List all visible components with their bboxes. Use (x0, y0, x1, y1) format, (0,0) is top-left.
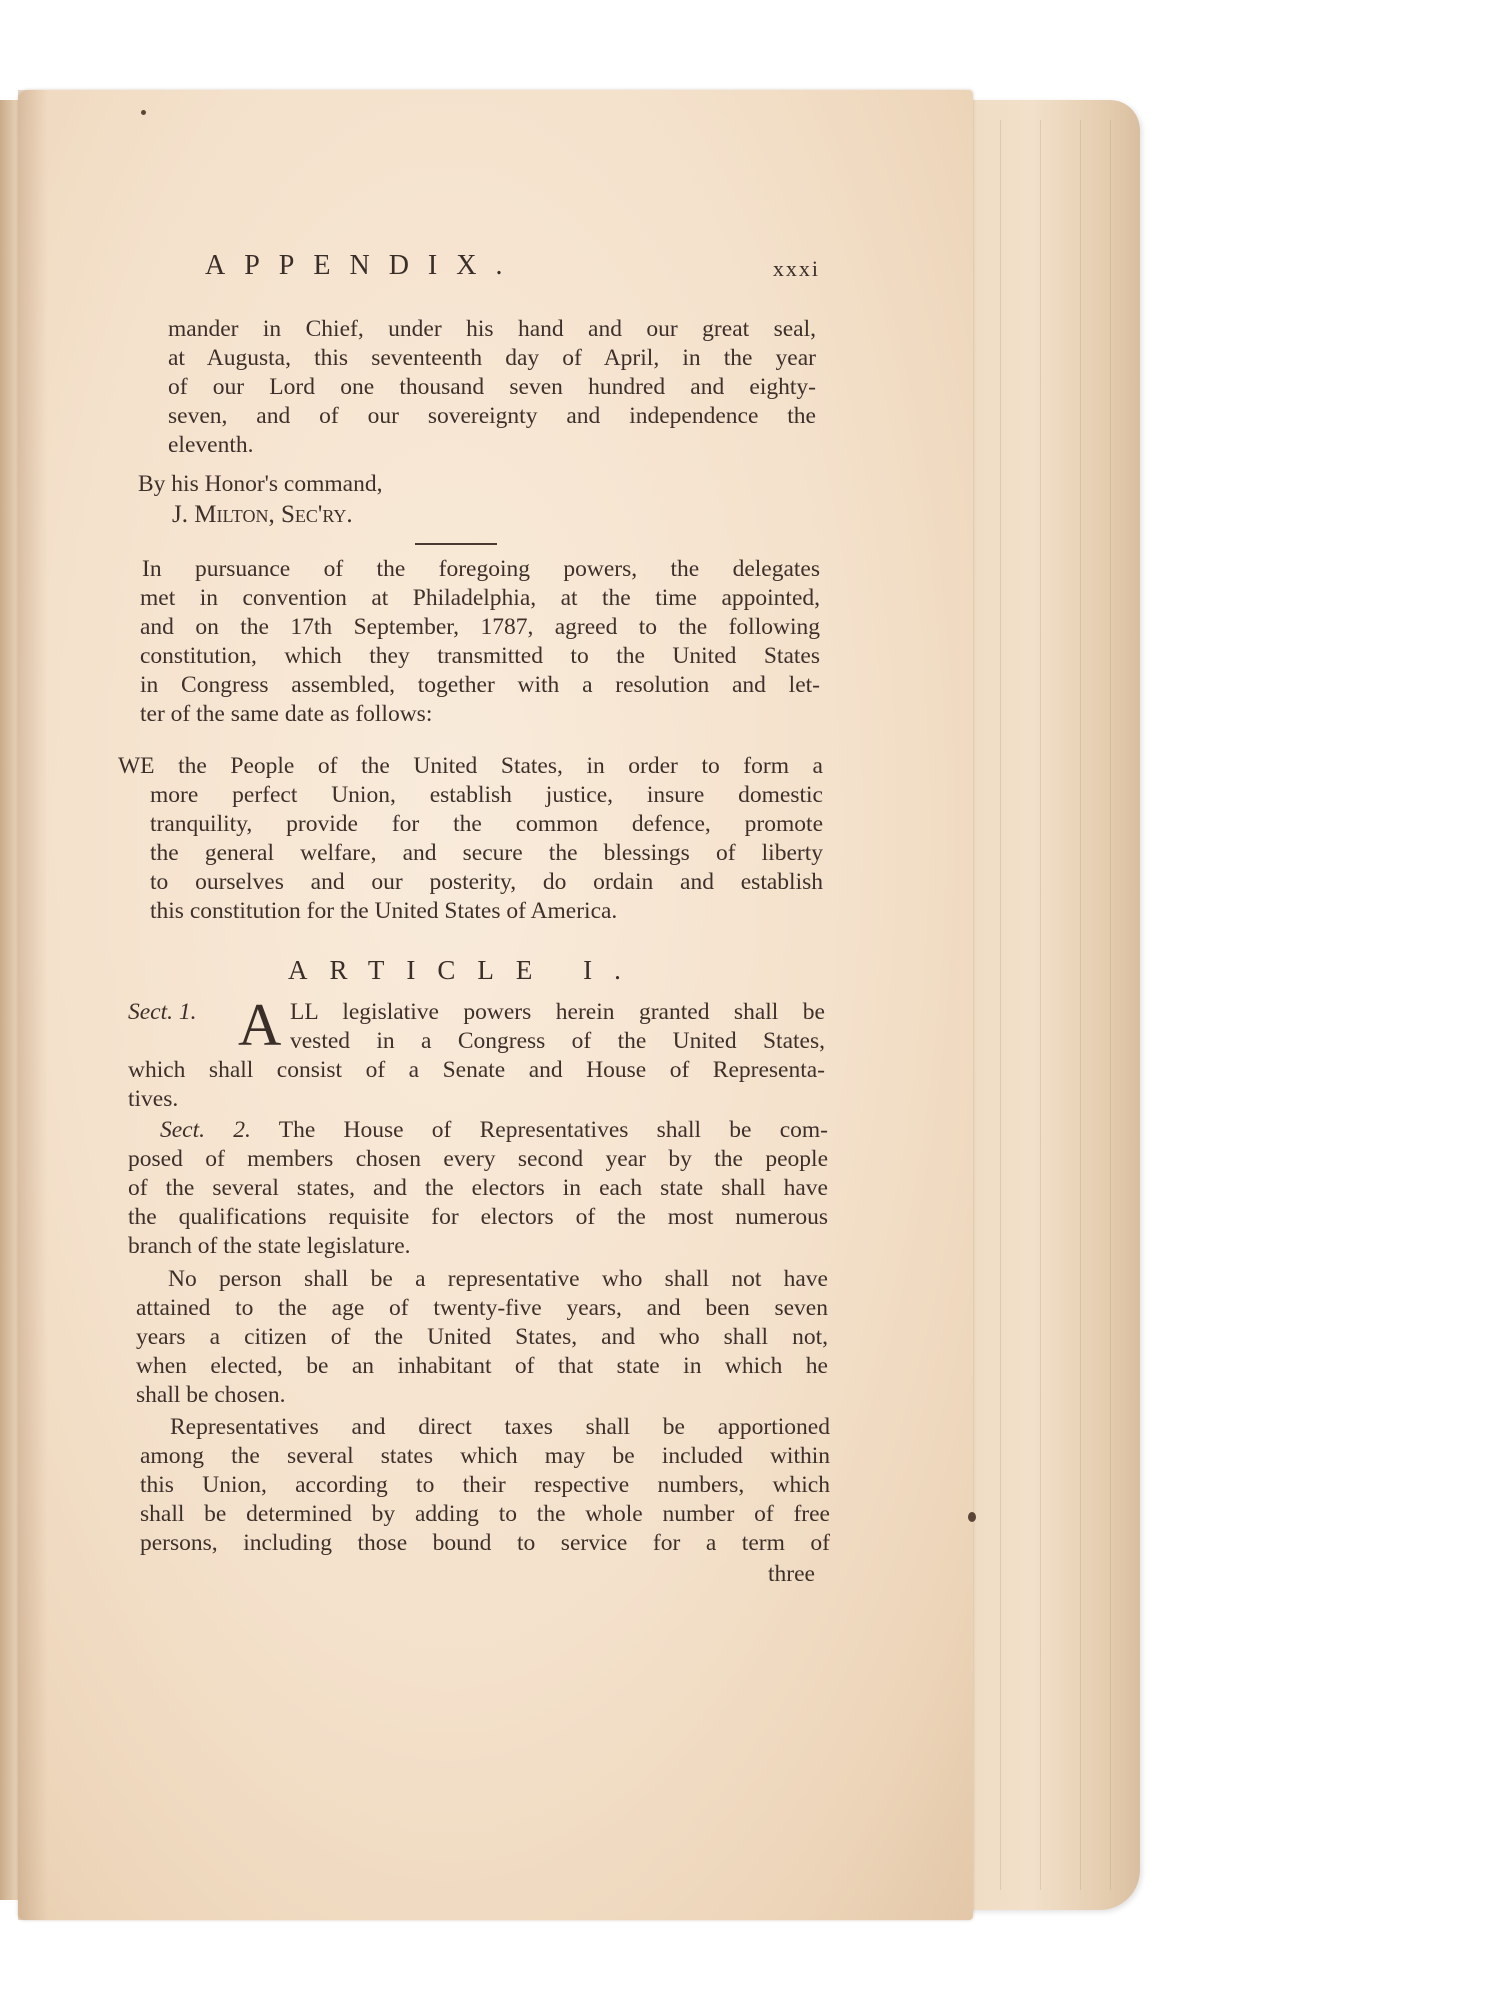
section-divider (415, 543, 497, 545)
running-header (205, 250, 820, 290)
text-line: met in convention at Philadelphia, at the time appointed, (140, 585, 820, 611)
text-line: at Augusta, this seventeenth day of April, in the year (168, 345, 816, 371)
text-line: persons, including those bound to service for a term of (140, 1530, 830, 1556)
text-line: the general welfare, and secure the blessings of liberty (150, 840, 823, 866)
text-line: posed of members chosen every second year by the people (128, 1146, 828, 1172)
text-span: The House of Representatives shall be com- (278, 1117, 828, 1143)
section-2-label: Sect. 2. (160, 1117, 251, 1143)
text-line: the qualifications requisite for electors of the most numerous (128, 1204, 828, 1230)
text-line: shall be chosen. (136, 1382, 286, 1408)
text-line: which shall consist of a Senate and House of Representa- (128, 1057, 825, 1083)
text-line: tranquility, provide for the common defence, promote (150, 811, 823, 837)
proclamation-paragraph (168, 315, 816, 460)
text-line: shall be determined by adding to the whole number of free (140, 1501, 830, 1527)
text-line: No person shall be a representative who shall not have (168, 1266, 828, 1292)
text-line: eleventh. (168, 432, 254, 458)
section-2-paragraph (128, 1116, 828, 1261)
catchword: three (768, 1561, 815, 1587)
signature-line: J. Milton, Sec'ry. (172, 501, 353, 528)
text-line: and on the 17th September, 1787, agreed to the following (140, 614, 820, 640)
apportionment-paragraph (140, 1413, 830, 1558)
preamble-continued (150, 781, 823, 926)
ink-spot (141, 110, 146, 115)
pursuance-paragraph (140, 555, 820, 729)
text-line: In pursuance of the foregoing powers, the delegates (142, 556, 820, 582)
eligibility-paragraph (136, 1265, 828, 1410)
page-number: xxxi (772, 256, 820, 281)
text-line: Representatives and direct taxes shall be apportioned (170, 1414, 830, 1440)
command-line: By his Honor's command, (138, 471, 383, 497)
text-line: LL legislative powers herein granted shall be (290, 999, 825, 1025)
section-1-rest (128, 1056, 825, 1114)
text-line: constitution, which they transmitted to the United States (140, 643, 820, 669)
text-line: of our Lord one thousand seven hundred and eighty- (168, 374, 816, 400)
ink-spot (968, 1512, 976, 1522)
page-block-edges (960, 100, 1140, 1910)
drop-cap: A (238, 992, 282, 1058)
text-line: this Union, according to their respective numbers, which (140, 1472, 830, 1498)
text-line: this constitution for the United States of America. (150, 898, 618, 924)
text-line: vested in a Congress of the United States, (290, 1028, 825, 1054)
text-line: tives. (128, 1086, 179, 1112)
text-line: when elected, be an inhabitant of that state in which he (136, 1353, 828, 1379)
text-line: in Congress assembled, together with a resolution and let- (140, 672, 820, 698)
article-heading: ARTICLE I. (288, 955, 643, 985)
text-line: among the several states which may be included within (140, 1443, 830, 1469)
text-line: more perfect Union, establish justice, insure domestic (150, 782, 823, 808)
header-title: APPENDIX. (205, 250, 522, 281)
text-line: branch of the state legislature. (128, 1233, 411, 1259)
preamble-paragraph (118, 752, 823, 781)
text-line: ter of the same date as follows: (140, 701, 433, 727)
section-1-label: Sect. 1. (128, 999, 197, 1025)
text-line: WE the People of the United States, in order to form a (118, 753, 823, 779)
text-line: years a citizen of the United States, and who shall not, (136, 1324, 828, 1350)
text-line: seven, and of our sovereignty and independence the (168, 403, 816, 429)
text-line: to ourselves and our posterity, do ordain and establish (150, 869, 823, 895)
text-line: attained to the age of twenty-five years, and been seven (136, 1295, 828, 1321)
text-line: mander in Chief, under his hand and our great seal, (168, 316, 816, 342)
text-line: of the several states, and the electors in each state shall have (128, 1175, 828, 1201)
section-1-first-lines (290, 998, 825, 1056)
text-line (128, 1116, 828, 1145)
